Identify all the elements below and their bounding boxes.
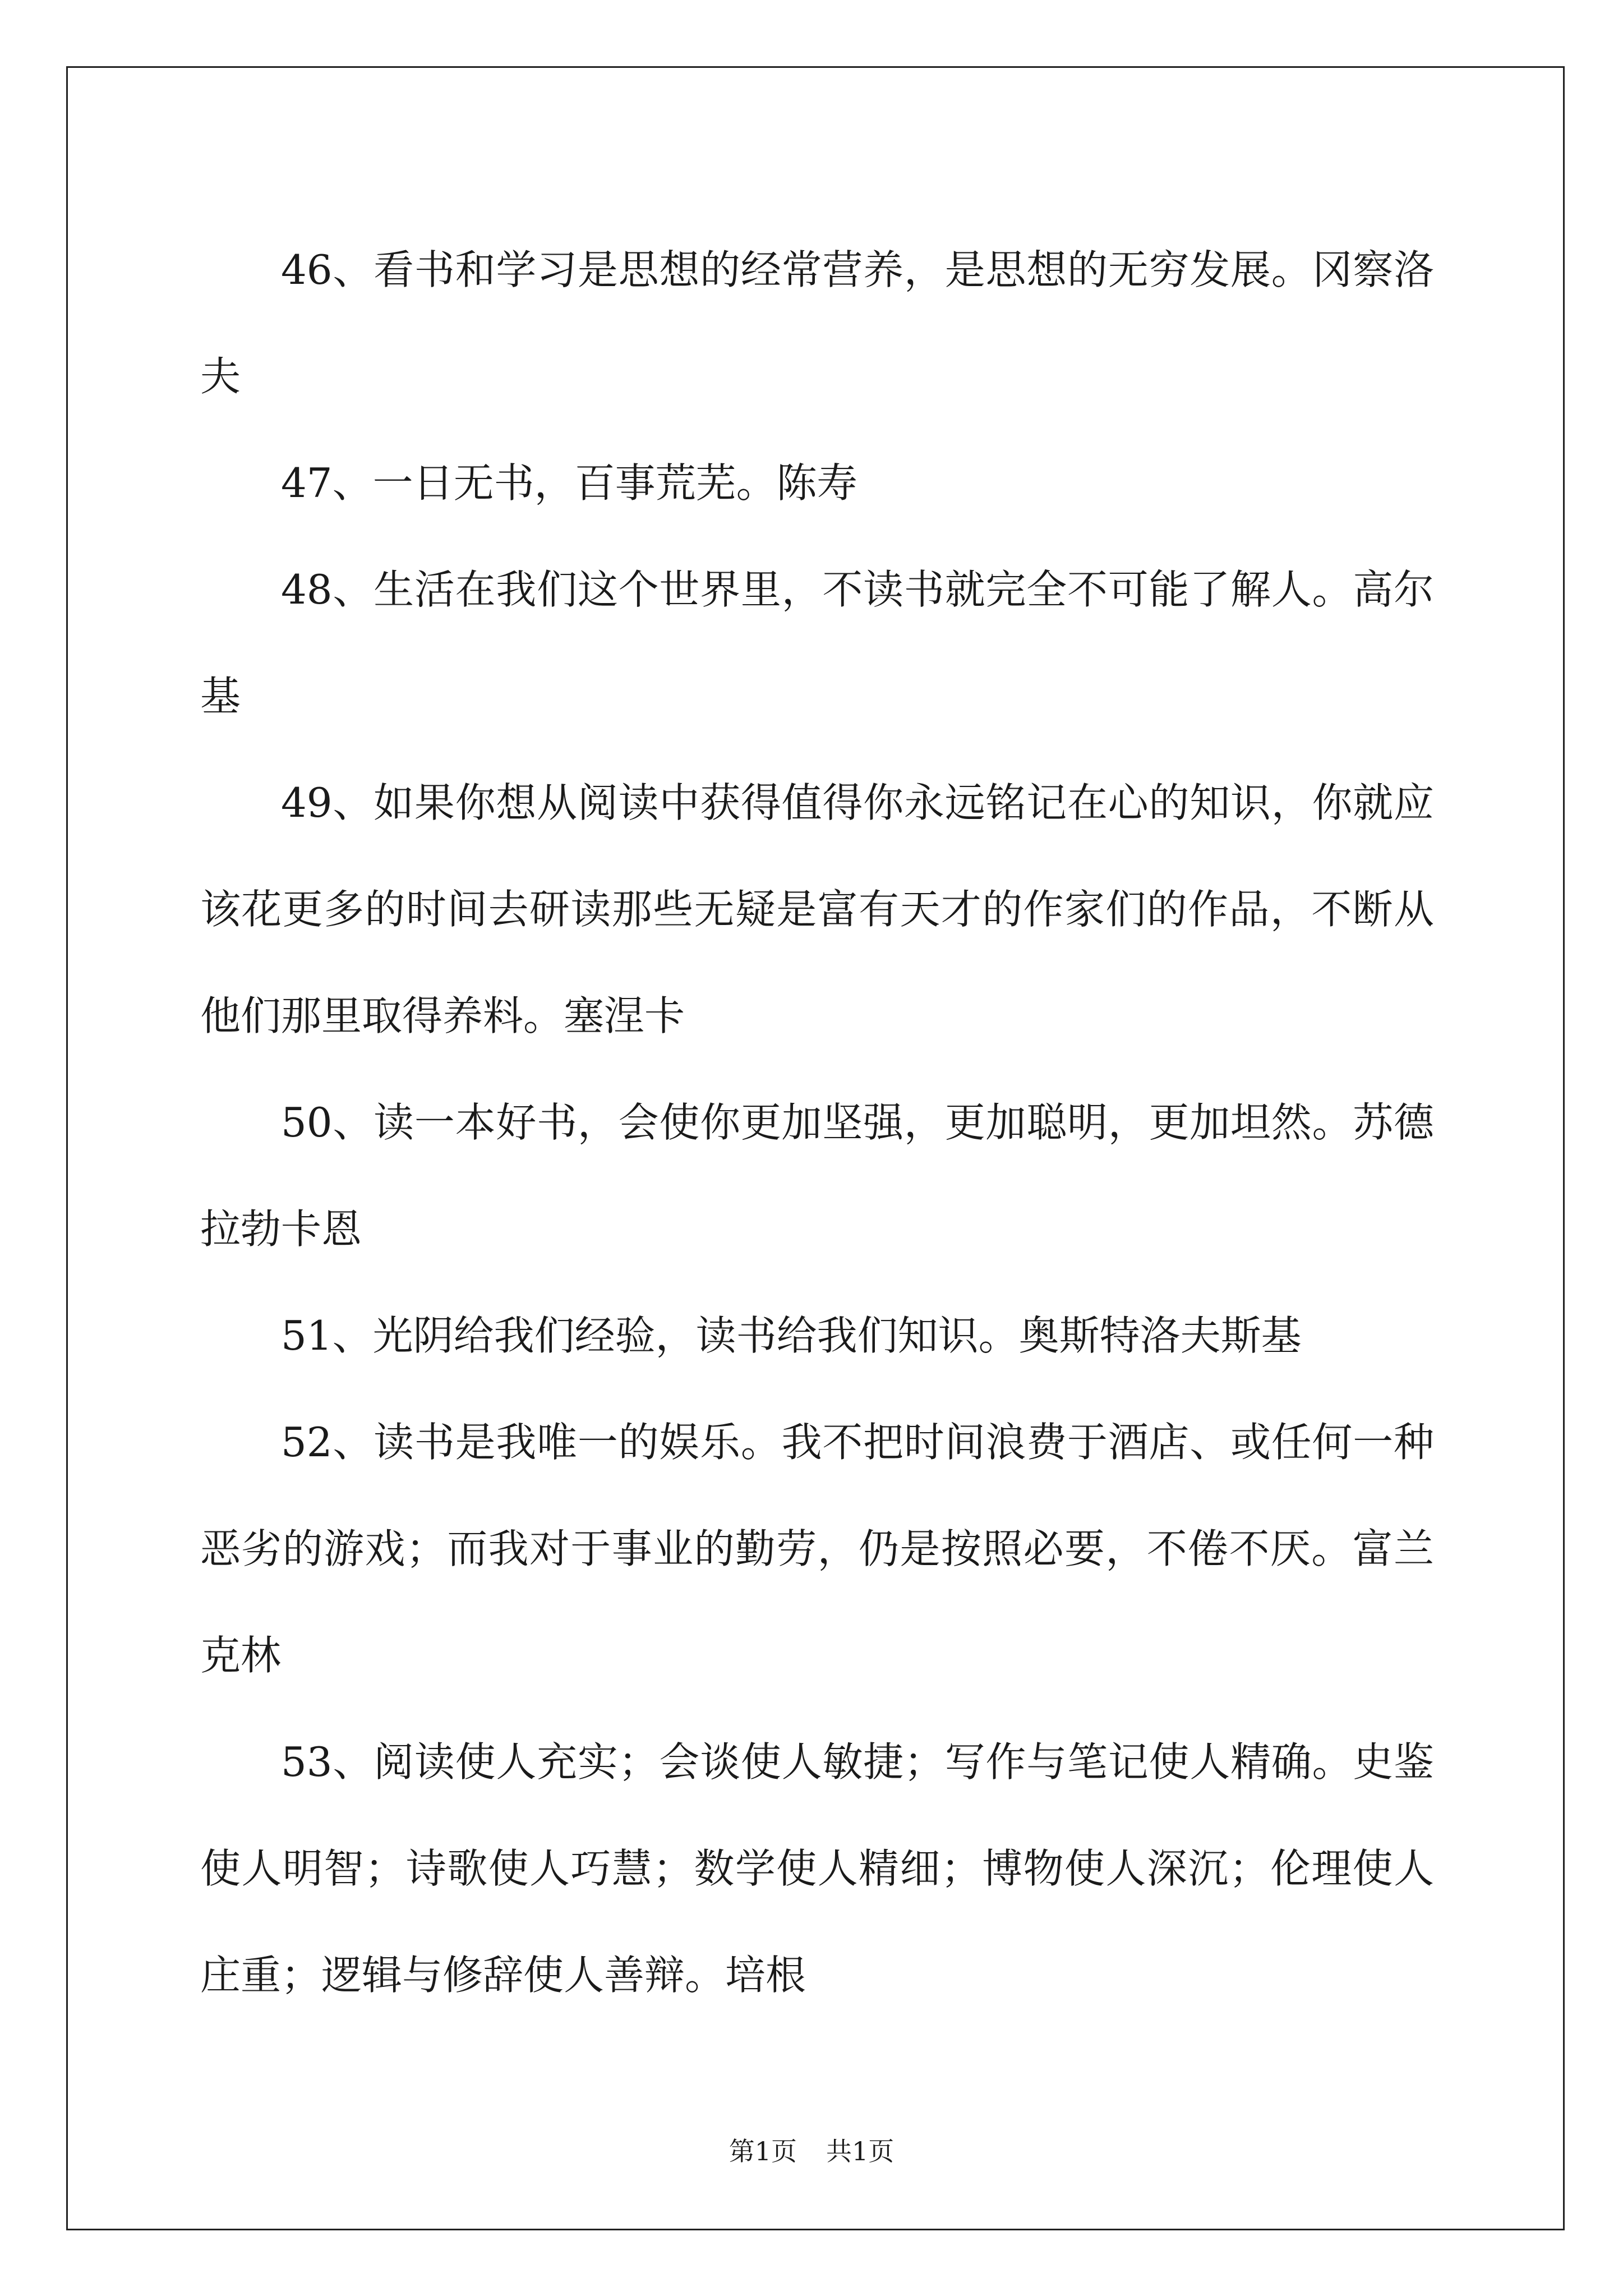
page-number: 第1页 bbox=[728, 2136, 797, 2166]
paragraph-52: 52、读书是我唯一的娱乐。我不把时间浪费于酒店、或任何一种恶劣的游戏；而我对于事业的勤劳，仍是按照必要，不倦不厌。富兰克林 bbox=[200, 1419, 1434, 1679]
paragraph-48: 48、生活在我们这个世界里，不读书就完全不可能了解人。高尔基 bbox=[200, 566, 1434, 720]
paragraph-50: 50、读一本好书，会使你更加坚强，更加聪明，更加坦然。苏德拉勃卡恩 bbox=[200, 1099, 1434, 1253]
paragraph-49: 49、如果你想从阅读中获得值得你永远铭记在心的知识，你就应该花更多的时间去研读那些无疑是富有天才的作家们的作品，不断从他们那里取得养料。塞涅卡 bbox=[200, 779, 1434, 1039]
paragraph-51: 51、光阴给我们经验，读书给我们知识。奥斯特洛夫斯基 bbox=[281, 1312, 1302, 1359]
paragraph-53: 53、阅读使人充实；会谈使人敏捷；写作与笔记使人精确。史鉴使人明智；诗歌使人巧慧；数学使人精细；博物使人深沉；伦理使人庄重；逻辑与修辞使人善辩。培根 bbox=[200, 1738, 1434, 1999]
page-footer bbox=[0, 2134, 1623, 2168]
paragraph-47: 47、一日无书，百事荒芜。陈寿 bbox=[281, 459, 857, 507]
document-body bbox=[200, 217, 1434, 2028]
page-total: 共1页 bbox=[826, 2136, 895, 2166]
paragraph-46: 46、看书和学习是思想的经常营养，是思想的无穷发展。冈察洛夫 bbox=[200, 246, 1434, 400]
